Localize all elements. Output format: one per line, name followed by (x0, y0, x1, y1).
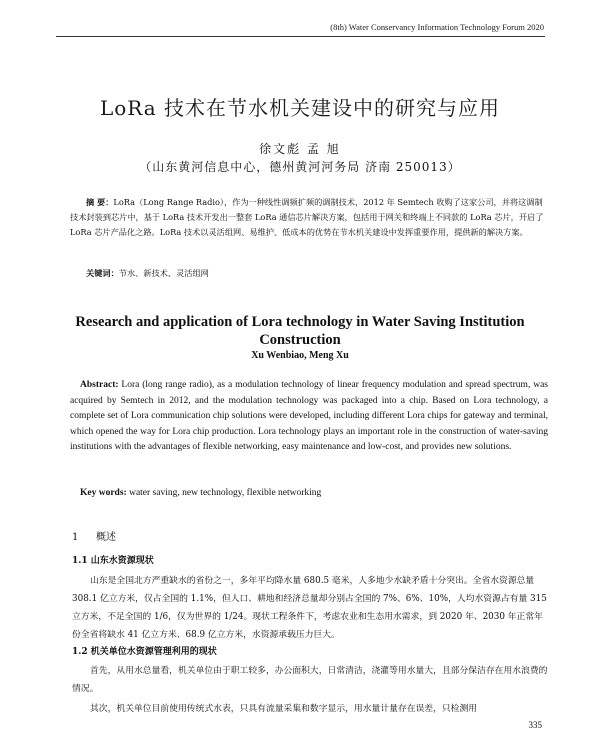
abstract-chinese-label: 摘 要： (86, 197, 114, 207)
body-paragraph: 首先，从用水总量看，机关单位由于职工较多，办公面积大，日常清洁，浇灌等用水量大，且部分保洁存在用水浪费的情况。 (72, 666, 548, 694)
abstract-chinese-text: LoRa（Long Range Radio），作为一种线性调频扩频的调制技术，2012 年 Semtech 收购了这家公司，并将这调制技术封装到芯片中，基于 LoRa 技术开发出一整套 LoRa 通信芯片解决方案，包括用于网关和终端上不同款的 LoRa 芯片，开启了 LoRa 芯片产品化之路。LoRa 技术以灵活组网、易维护、低成本的优势在节水机关建设中发挥重要作用，提供新的解决方案。 (70, 197, 544, 237)
running-head: (8th) Water Conservancy Information Technology Forum 2020 (330, 22, 544, 32)
keywords-chinese-label: 关键词： (86, 268, 119, 278)
section-title: 概述 (96, 532, 116, 543)
abstract-chinese (70, 195, 548, 240)
subsection-heading-1-1: 1.1 山东水资源现状 (72, 556, 154, 566)
keywords-english (80, 488, 548, 498)
page-number: 335 (528, 720, 542, 730)
keywords-chinese (86, 268, 548, 279)
section-heading (72, 528, 116, 543)
authors-chinese: 徐文彪 孟 旭 (259, 142, 341, 156)
keywords-chinese-text: 节水、新技术、灵活组网 (118, 268, 209, 278)
abstract-english (70, 378, 548, 456)
body-paragraph: 山东是全国北方严重缺水的省份之一，多年平均降水量 680.5 毫米，人多地少水缺矛盾十分突出。全省水资源总量 308.1 亿立方米，仅占全国的 1.1%，但人口、耕地和经济总量却分别占全国的 7%、6%、10%，人均水资源占有量 315 立方米，不足全国的 1/6，仅为世界的 1/24。现状工程条件下，考虑农业和生态用水需求，到 2020 年、2030 年正常年份全省将缺水 41 亿立方米、68.9 亿立方米，水资源承载压力巨大。 (72, 576, 547, 640)
abstract-english-text: Lora (long range radio), as a modulation technology of linear frequency modulation and spread spectrum, was acquired by Semtech in 2012, and the modulation technology was packaged into a chip. Based on Lora technology, a complete set of Lora communication chip solutions were developed, including different Lora chips for gateway and terminal, which opened the way for Lora chip production. Lora technology plays an important role in the construction of water-saving institutions with the advantages of flexible networking, easy maintenance and low-cost, and provides new solutions. (70, 380, 549, 453)
abstract-english-label: Abstract: (80, 380, 119, 390)
body-paragraph: 其次，机关单位目前使用传统式水表，只具有流量采集和数字显示，用水量计量存在误差，只检测用 (90, 704, 478, 714)
subsection-heading-1-2: 1.2 机关单位水资源管理利用的现状 (72, 647, 217, 657)
title-english: Research and application of Lora technology in Water Saving Institution Construction (75, 314, 525, 348)
authors-english: Xu Wenbiao, Meng Xu (251, 350, 349, 361)
title-chinese: LoRa 技术在节水机关建设中的研究与应用 (99, 96, 501, 120)
keywords-english-label: Key words: (80, 488, 127, 498)
affiliation-chinese: （山东黄河信息中心，德州黄河河务局 济南 250013） (139, 160, 461, 174)
keywords-english-text: water saving, new technology, flexible networking (129, 488, 322, 498)
section-number: 1 (72, 532, 79, 543)
header-rule (56, 36, 545, 37)
